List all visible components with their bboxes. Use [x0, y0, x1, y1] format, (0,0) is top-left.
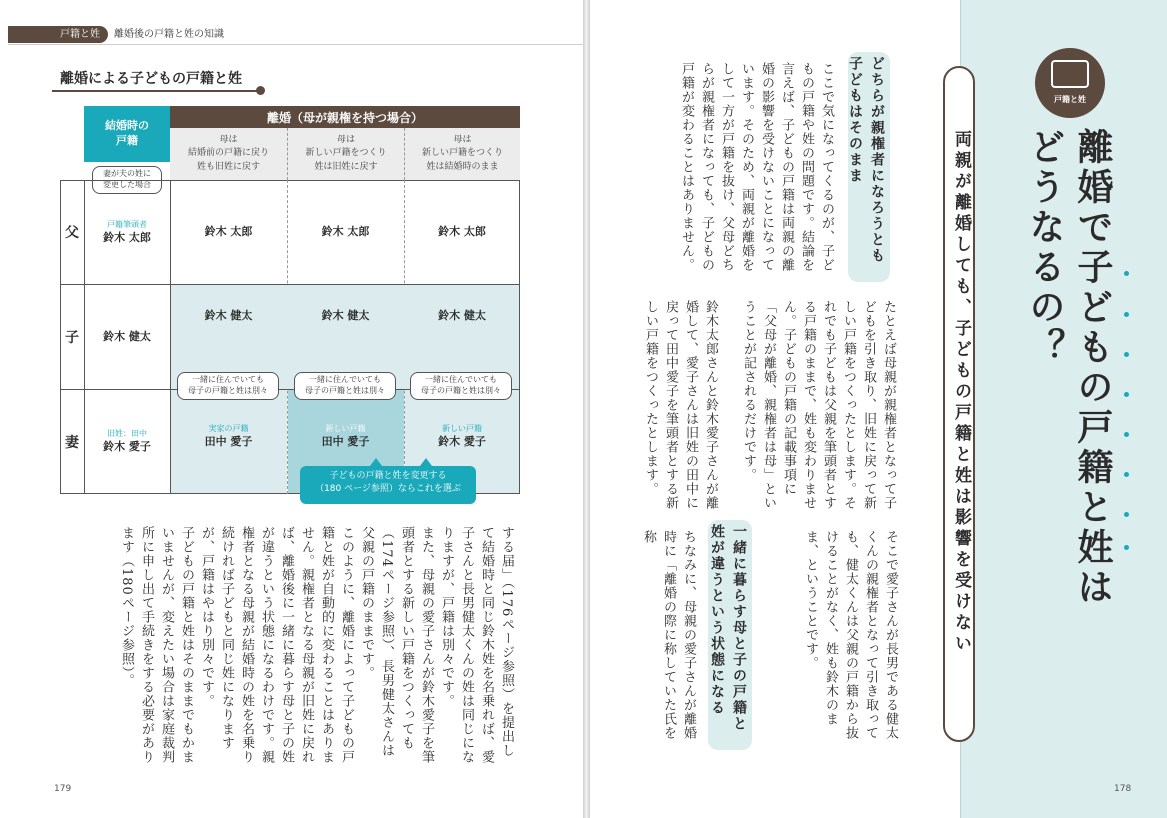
header-category-tab — [8, 26, 108, 43]
emphasis-dot-2 — [1124, 312, 1129, 317]
title-side-panel — [960, 0, 1167, 818]
register-icon — [1051, 60, 1089, 88]
married-note-pill: 妻が夫の姓に 変更した場合 — [92, 166, 162, 194]
child-pill-2: 一緒に住んでいても 母子の戸籍と姓は別々 — [294, 372, 396, 400]
left-page-number: 179 — [54, 784, 72, 794]
left-body-col-4: 子どもの戸籍と姓はそのままでもかまいませんが、変えたい場合は家庭裁判所に申し出て手続きをする必要があります（180ページ参照）。 — [119, 526, 194, 764]
emphasis-dot-8 — [1124, 545, 1129, 550]
category-badge-label: 戸籍と姓 — [1054, 95, 1086, 104]
left-body-text — [56, 526, 516, 766]
table-col1-header: 母は 結婚前の戸籍に戻り 姓も旧姓に戻す — [170, 128, 287, 180]
right-page-number: 178 — [1114, 784, 1132, 794]
child-c3: 鈴木 健太 — [438, 309, 486, 323]
header-rule — [8, 44, 583, 45]
section-rule — [52, 90, 260, 92]
emphasis-dot-7 — [1124, 512, 1129, 517]
family-register-table — [60, 106, 520, 494]
right-para-1: ここで気になってくるのが、子どもの戸籍や姓の問題です。結論を言えば、子どもの戸籍は両親の離婚の影響を受けないことになっています。そのため、両親が離婚をして一方が戸籍を抜け、父母どちらが親権者になっても、子どもの戸籍が変わることはありません。 — [679, 62, 834, 272]
table-married-header: 結婚時の 戸籍 — [84, 106, 170, 162]
wife-c3-name: 鈴木 愛子 — [438, 434, 486, 448]
callout-pointer-2 — [420, 458, 432, 466]
heading-custody: どちらが親権者になろうとも 子どもはそのまま — [848, 52, 890, 282]
subtitle: 両親が離婚しても、子どもの戸籍と姓は影響を受けない — [951, 130, 971, 655]
right-para-3: 鈴木太郎さんと鈴木愛子さんが離婚して、愛子さんは旧姓の田中に戻って田中愛子を筆頭者とする新しい戸籍をつくったとします。 — [643, 300, 718, 510]
child-c1: 鈴木 健太 — [204, 309, 253, 323]
left-body-col-2: また、母親の愛子さんが鈴木愛子を筆頭者とする新しい戸籍をつくっても（174ページ参照）、長男健太さんは父親の戸籍のままです。 — [359, 526, 434, 764]
wife-c1-name: 田中 愛子 — [204, 434, 253, 448]
father-c1: 鈴木 太郎 — [204, 225, 253, 239]
right-para-2: たとえば母親が親権者となって子どもを引き取り、旧姓に戻って新しい戸籍をつくったとします。それでも子どもは父親を筆頭者とする戸籍のままで、姓も変わりません。子どもの戸籍の記載事項に「父母が離婚、親権者は母」ということが記されるだけです。 — [741, 300, 896, 510]
heading-different-surname: 一緒に暮らす母と子の戸籍と 姓が違うという状態になる — [708, 520, 752, 750]
wife-c2 — [287, 418, 404, 454]
emphasis-dot-4 — [1124, 392, 1129, 397]
wife-married-cell — [84, 389, 170, 494]
father-married-cell — [84, 180, 170, 284]
table-callout: 子どもの戸籍と姓を変更する （180 ページ参照）ならこれを選ぶ — [300, 466, 476, 504]
wife-c3-label: 新しい戸籍 — [442, 423, 482, 433]
main-title-line2: どうなるの？ — [1024, 128, 1065, 368]
table-top-header: 離婚（母が親権を持つ場合） — [170, 106, 520, 128]
father-c2: 鈴木 太郎 — [321, 225, 370, 239]
category-badge — [1035, 48, 1105, 118]
callout-pointer-1 — [370, 458, 382, 466]
child-pill-3: 一緒に住んでいても 母子の戸籍と姓は別々 — [410, 372, 512, 400]
right-para-4: そこで愛子さんが長男である健太くんの親権者となって引き取っても、健太くんは父親の戸籍から抜けることがなく、姓も鈴木のまま、ということです。 — [803, 530, 898, 740]
wife-c1 — [170, 418, 287, 454]
child-c2: 鈴木 健太 — [321, 309, 370, 323]
father-name: 鈴木 太郎 — [103, 230, 151, 244]
wife-c3 — [404, 418, 520, 454]
emphasis-dot-3 — [1124, 352, 1129, 357]
father-role-label: 戸籍筆頭者 — [107, 219, 147, 229]
table-col2-header: 母は 新しい戸籍をつくり 姓は旧姓に戻す — [287, 128, 404, 180]
wife-name: 鈴木 愛子 — [103, 440, 151, 454]
right-para-5: ちなみに、母親の愛子さんが離婚時に「離婚の際に称していた氏を称 — [641, 530, 696, 740]
main-title-line1: 離婚で子どもの戸籍と姓は — [1072, 128, 1113, 608]
child-married-cell: 鈴木 健太 — [103, 329, 151, 343]
book-gutter — [583, 0, 590, 818]
child-pill-1: 一緒に住んでいても 母子の戸籍と姓は別々 — [177, 372, 279, 400]
father-c3: 鈴木 太郎 — [438, 225, 486, 239]
wife-c2-name: 田中 愛子 — [321, 434, 370, 448]
table-col3-header: 母は 新しい戸籍をつくり 姓は結婚時のまま — [404, 128, 520, 180]
wife-c1-label: 実家の戸籍 — [208, 423, 249, 433]
emphasis-dot-5 — [1124, 432, 1129, 437]
section-title: 離婚による子どもの戸籍と姓 — [60, 71, 242, 87]
header-title: 離婚後の戸籍と姓の知識 — [114, 29, 224, 40]
section-dot — [256, 86, 265, 95]
wife-c2-label: 新しい戸籍 — [325, 423, 366, 433]
left-body-col-1: する届」（176ページ参照）を提出して結婚時と同じ鈴木姓を名乗れば、愛子さんと長男健太くんの姓は同じになりますが、戸籍は別々です。 — [439, 526, 514, 764]
row-label-wife: 妻 — [65, 434, 79, 451]
row-label-child: 子 — [65, 329, 79, 346]
emphasis-dot-1 — [1124, 271, 1129, 276]
emphasis-dot-6 — [1124, 472, 1129, 477]
header-category: 戸籍と姓 — [60, 29, 100, 40]
wife-maiden-label: 旧姓：田中 — [107, 429, 147, 439]
left-body-col-3: このように、離婚によって子どもの戸籍と姓が自動的に変わることはありません。親権者となる母親が旧姓に戻れば、離婚後に一緒に暮らす母と子の姓が違うという状態になるわけです。親権者となる母親が結婚時の姓を名乗り続ければ子どもと同じ姓になりますが、戸籍はやはり別々です。 — [199, 526, 354, 764]
row-label-father: 父 — [65, 225, 79, 241]
